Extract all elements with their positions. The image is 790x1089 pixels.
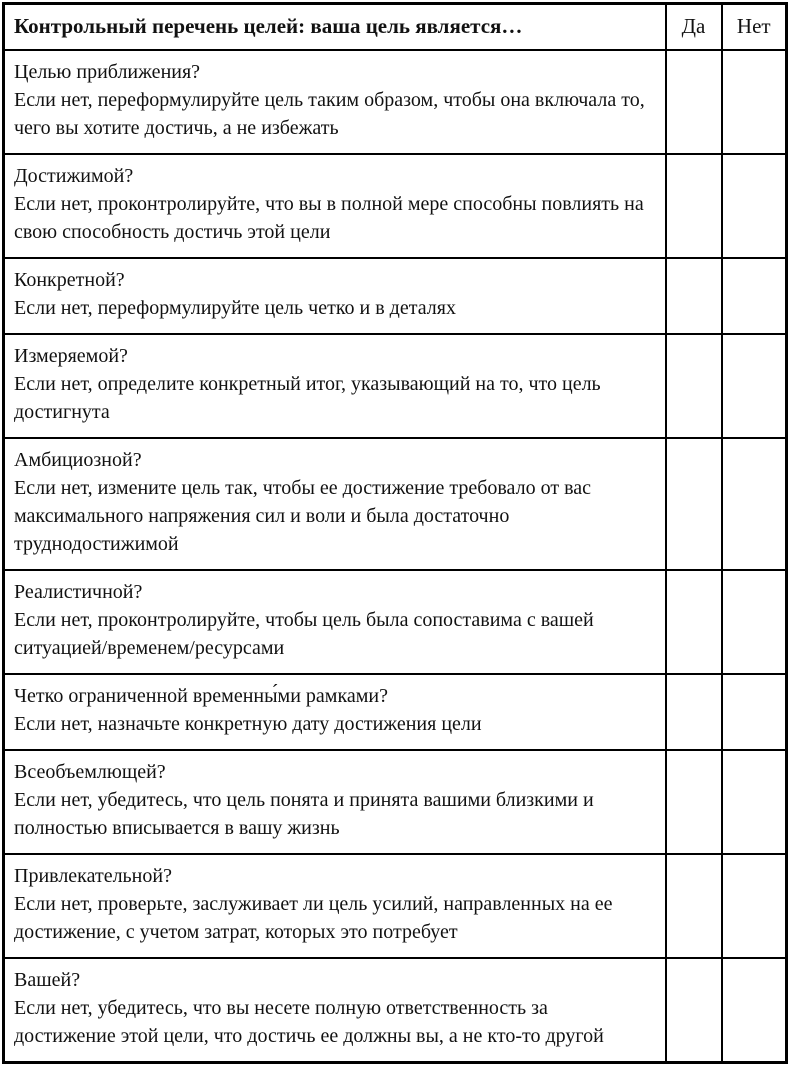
question-cell [4, 674, 666, 750]
question-text: Конкретной? [14, 269, 125, 292]
question-text: Привлекательной? [14, 865, 172, 888]
no-cell [722, 50, 787, 154]
question-text: Всеобъемлющей? [14, 761, 166, 784]
table-row [4, 334, 787, 438]
table-row [4, 854, 787, 958]
yes-cell [666, 258, 722, 334]
advice-text: Если нет, назначьте конкретную дату достижения цели [14, 713, 482, 736]
advice-text: Если нет, определите конкретный итог, указывающий на то, что цель достигнута [14, 373, 601, 424]
yes-column-header: Да [666, 4, 722, 51]
advice-text: Если нет, проконтролируйте, что вы в полной мере способны повлиять на свою способность достичь этой цели [14, 193, 644, 244]
question-cell [4, 958, 666, 1063]
table-row [4, 258, 787, 334]
question-cell [4, 570, 666, 674]
question-text: Реалистичной? [14, 581, 143, 604]
no-cell [722, 570, 787, 674]
yes-cell [666, 50, 722, 154]
yes-cell [666, 570, 722, 674]
no-column-header: Нет [722, 4, 787, 51]
question-text: Вашей? [14, 969, 81, 992]
table-row [4, 750, 787, 854]
question-cell [4, 50, 666, 154]
checklist-body [4, 50, 787, 1063]
no-cell [722, 750, 787, 854]
yes-cell [666, 334, 722, 438]
no-cell [722, 674, 787, 750]
no-cell [722, 258, 787, 334]
table-row [4, 674, 787, 750]
no-cell [722, 334, 787, 438]
yes-cell [666, 674, 722, 750]
table-row [4, 154, 787, 258]
yes-cell [666, 854, 722, 958]
yes-cell [666, 958, 722, 1063]
table-row [4, 570, 787, 674]
table-title: Контрольный перечень целей: ваша цель является… [4, 4, 666, 51]
question-cell [4, 258, 666, 334]
question-cell [4, 154, 666, 258]
table-row [4, 438, 787, 570]
goal-checklist-table [2, 2, 788, 1064]
no-cell [722, 438, 787, 570]
advice-text: Если нет, проверьте, заслуживает ли цель усилий, направленных на ее достижение, с учетом затрат, которых это потребует [14, 893, 613, 944]
advice-text: Если нет, убедитесь, что вы несете полную ответственность за достижение этой цели, что достичь ее должны вы, а не кто-то другой [14, 997, 604, 1048]
question-text: Амбициозной? [14, 449, 142, 472]
question-cell [4, 750, 666, 854]
no-cell [722, 154, 787, 258]
advice-text: Если нет, убедитесь, что цель понята и принята вашими близкими и полностью вписывается в вашу жизнь [14, 789, 594, 840]
table-row [4, 50, 787, 154]
question-text: Целью приближения? [14, 61, 201, 84]
question-cell [4, 854, 666, 958]
question-text: Достижимой? [14, 165, 134, 188]
yes-cell [666, 438, 722, 570]
question-text: Четко ограниченной временны́ми рамками? [14, 685, 388, 708]
question-text: Измеряемой? [14, 345, 128, 368]
header-row [4, 4, 787, 51]
question-cell [4, 438, 666, 570]
advice-text: Если нет, проконтролируйте, чтобы цель была сопоставима с вашей ситуацией/временем/ресурсами [14, 609, 594, 660]
yes-cell [666, 750, 722, 854]
advice-text: Если нет, измените цель так, чтобы ее достижение требовало от вас максимального напряжения сил и воли и была достаточно труднодостижимой [14, 477, 592, 556]
no-cell [722, 854, 787, 958]
advice-text: Если нет, переформулируйте цель таким образом, чтобы она включала то, чего вы хотите достичь, а не избежать [14, 89, 645, 140]
advice-text: Если нет, переформулируйте цель четко и в деталях [14, 297, 456, 320]
yes-cell [666, 154, 722, 258]
question-cell [4, 334, 666, 438]
no-cell [722, 958, 787, 1063]
table-row [4, 958, 787, 1063]
